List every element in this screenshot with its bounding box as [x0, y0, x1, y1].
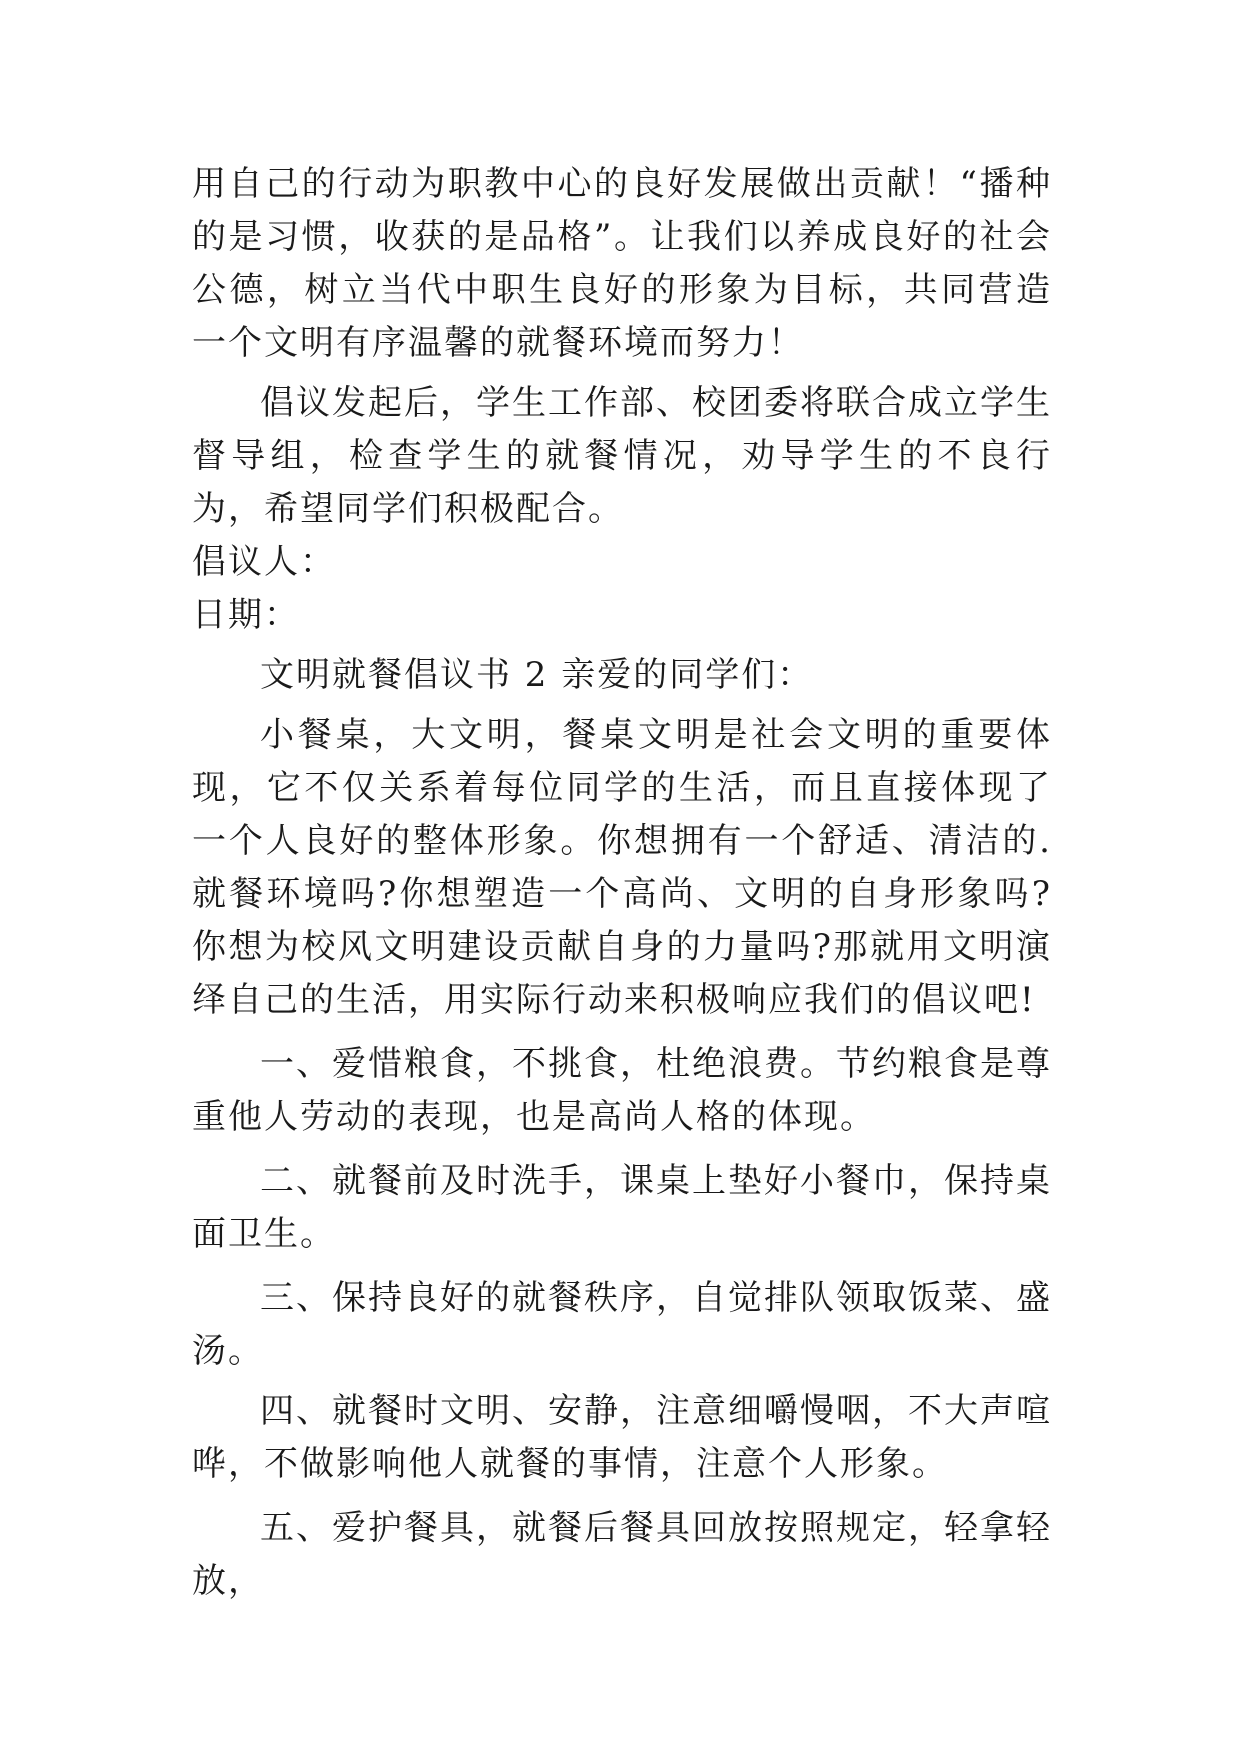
item-1: 一、爱惜粮食，不挑食，杜绝浪费。节约粮食是尊重他人劳动的表现，也是高尚人格的体现。 — [192, 1044, 1052, 1137]
date-label: 日期： — [192, 595, 300, 635]
proposal-title: 文明就餐倡议书 2 亲爱的同学们： — [260, 655, 814, 695]
document-body — [192, 158, 1052, 1608]
paragraph-contribution: 用自己的行动为职教中心的良好发展做出贡献！“播种的是习惯，收获的是品格”。让我们以养成良好的社会公德，树立当代中职生良好的形象为目标，共同营造一个文明有序温馨的就餐环境而努力！ — [192, 164, 1052, 363]
item-3: 三、保持良好的就餐秩序，自觉排队领取饭菜、盛汤。 — [192, 1278, 1052, 1371]
paragraph-intro: 小餐桌，大文明，餐桌文明是社会文明的重要体现，它不仅关系着每位同学的生活，而且直接体现了一个人良好的整体形象。你想拥有一个舒适、清洁的.就餐环境吗?你想塑造一个高尚、文明的自身形象吗?你想为校风文明建设贡献自身的力量吗?那就用文明演绎自己的生活，用实际行动来积极响应我们的倡议吧! — [192, 715, 1052, 1020]
item-2: 二、就餐前及时洗手，课桌上垫好小餐巾，保持桌面卫生。 — [192, 1161, 1052, 1254]
item-4: 四、就餐时文明、安静，注意细嚼慢咽，不大声喧哗，不做影响他人就餐的事情，注意个人形象。 — [192, 1391, 1052, 1484]
paragraph-supervision: 倡议发起后，学生工作部、校团委将联合成立学生督导组，检查学生的就餐情况，劝导学生的不良行为，希望同学们积极配合。 — [192, 383, 1052, 529]
initiator-label: 倡议人： — [192, 542, 336, 582]
item-5: 五、爱护餐具，就餐后餐具回放按照规定，轻拿轻放， — [192, 1508, 1052, 1601]
